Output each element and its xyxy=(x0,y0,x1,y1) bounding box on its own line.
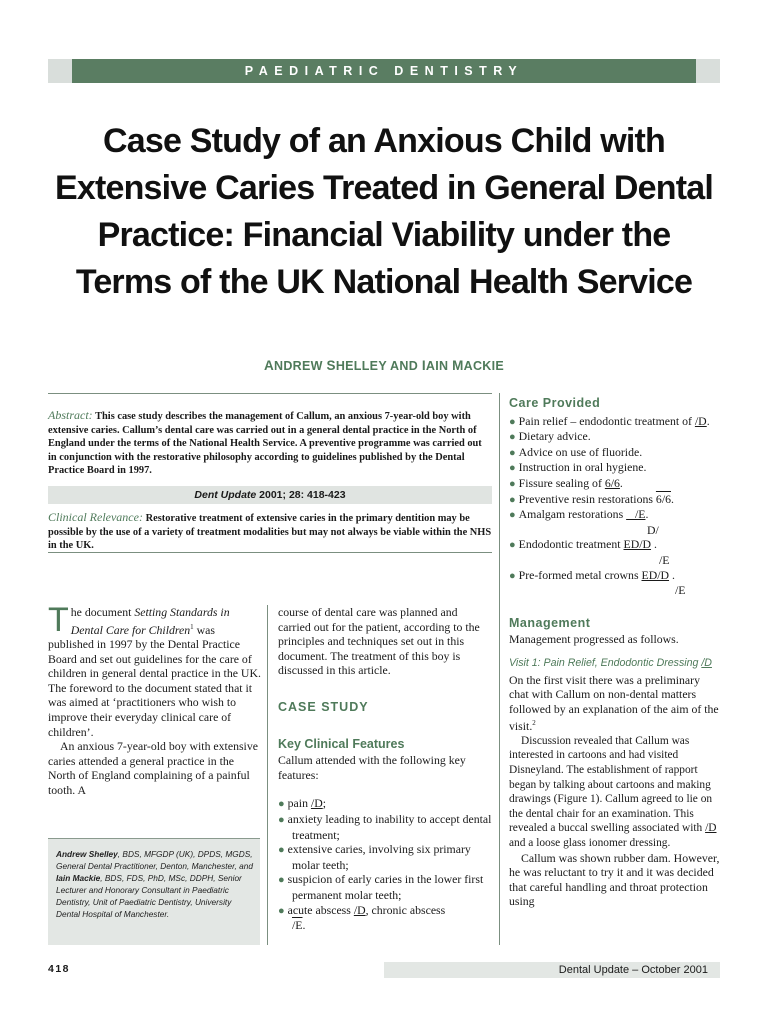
text-run: On the first visit there was a preliminary chat with Callum on non-dental matters followed by an explanation of the aim of the visit. xyxy=(509,672,719,734)
list-item xyxy=(509,492,721,508)
text-run: and a loose glass ionomer dressing. xyxy=(509,836,671,849)
body-paragraph xyxy=(509,734,721,851)
bullet-icon: ● xyxy=(509,431,516,444)
bullet-icon: ● xyxy=(509,493,516,506)
list-item xyxy=(509,445,721,461)
body-paragraph xyxy=(509,673,721,734)
tooth-notation: /D xyxy=(705,822,717,835)
abstract-top-rule xyxy=(48,393,492,394)
text-run: Endodontic treatment xyxy=(518,537,624,552)
citation-bar xyxy=(48,486,492,504)
article-title: Case Study of an Anxious Child with Extensive Caries Treated in General Dental Practice: Financial Viability under the Terms of the UK National Health Service xyxy=(54,122,714,301)
tooth-notation: /D xyxy=(694,413,707,428)
text-run: . xyxy=(671,491,674,506)
subsection-heading: Care Provided xyxy=(509,396,601,410)
author-bio xyxy=(56,848,256,920)
text-run: suspicion of early caries in the lower first permanent molar teeth; xyxy=(287,872,484,902)
author-initial: I xyxy=(421,358,426,373)
text-run: . xyxy=(645,507,649,522)
bullet-icon: ● xyxy=(509,446,516,459)
text-run: pain xyxy=(287,796,311,811)
text-run: extensive caries, involving six primary molar teeth; xyxy=(287,842,471,872)
reference-mark: 1 xyxy=(190,622,194,631)
text-run: anxiety leading to inability to accept dental treatment; xyxy=(287,811,492,842)
body-paragraph: An anxious 7-year-old boy with extensive caries attended a general practice in the North of England complaining of a painful tooth. A xyxy=(48,739,258,798)
text-run: Preventive resin restorations xyxy=(518,491,656,506)
text-run: , chronic abscess xyxy=(365,902,446,917)
author-initial: A xyxy=(263,358,275,373)
relevance-text: Restorative treatment of extensive caries in the primary dentition may be possible by the use of a variety of treatment modalities but may not always be viable within the NHS in the UK. xyxy=(48,513,492,552)
author-name-part: ACKIE xyxy=(463,359,505,373)
list-item xyxy=(509,568,721,584)
text-run: Discussion revealed that Callum was interested in cartoons and had visited Disneyland. The establishment of rapport began by talking about cartoons and making drawings (Figure 1). Callum agreed to lie on the dental chair for an examination. This revealed a buccal swelling associated with xyxy=(509,734,713,835)
citation-journal: Dent Update xyxy=(194,489,257,501)
text-run: he document xyxy=(70,605,135,619)
author-initial: S xyxy=(326,358,336,373)
body-column-1 xyxy=(48,601,261,798)
section-heading: CASE STUDY xyxy=(278,699,369,714)
body-paragraph: Management progressed as follows. xyxy=(509,632,679,647)
tooth-notation: 6/6 xyxy=(604,475,620,490)
list-item xyxy=(278,872,492,902)
bio-author-name: Iain Mackie xyxy=(56,873,101,883)
column-rule xyxy=(499,393,500,945)
bio-author-name: Andrew Shelley xyxy=(56,849,118,859)
tooth-notation: ED/D xyxy=(641,567,670,582)
text-run: Instruction in oral hygiene. xyxy=(518,460,647,475)
tooth-notation: /D xyxy=(310,796,323,811)
list-item xyxy=(509,414,721,430)
abstract-text: This case study describes the management of Callum, an anxious 7-year-old boy with extensive caries. Callum’s dental care was carried out in a general dental practice in the North of England under the terms of the National Health Service. A preventive programme was carried out in conjunction with the restorative philosophy according to guidelines published by the Dental Practice Board in 1997. xyxy=(48,411,482,477)
footer-journal: Dental Update – October 2001 xyxy=(384,962,720,978)
relevance-label: Clinical Relevance: xyxy=(48,510,143,524)
body-paragraph: Callum attended with the following key features: xyxy=(278,753,466,782)
list-item xyxy=(509,476,721,492)
header-left-block xyxy=(48,59,72,83)
abstract xyxy=(48,409,492,478)
bio-text: , BDS, MFGDP (UK), DPDS, MGDS, General Dental Practitioner, Denton, Manchester, and xyxy=(56,849,253,871)
text-run: acute abscess xyxy=(287,902,354,917)
tooth-notation: ED/D xyxy=(623,537,652,552)
subsection-heading: Management xyxy=(509,615,591,630)
notation-below: /E xyxy=(659,552,670,567)
text-run: Fissure sealing of xyxy=(518,475,605,490)
bullet-icon: ● xyxy=(278,798,285,811)
bullet-icon: ● xyxy=(278,813,285,826)
text-run: Advice on use of fluoride. xyxy=(518,444,643,459)
article-authors xyxy=(0,358,768,373)
list-item xyxy=(509,460,721,476)
text-run: ; xyxy=(322,796,327,811)
header-right-block xyxy=(696,59,720,83)
bullet-icon: ● xyxy=(509,477,516,490)
tooth-notation: /D xyxy=(353,902,366,917)
tooth-notation: 6/6 xyxy=(655,491,671,506)
list-item xyxy=(278,842,492,872)
text-run: Pain relief – endodontic treatment of xyxy=(518,413,692,428)
drop-cap: T xyxy=(48,601,69,639)
body-paragraph: course of dental care was planned and carried out for the patient, according to the principles and techniques set out in this document. The treatment of this boy is discussed in this article. xyxy=(278,605,480,678)
text-run: . xyxy=(669,567,675,582)
text-run: . xyxy=(706,413,710,428)
clinical-relevance xyxy=(48,511,492,553)
bullet-icon: ● xyxy=(509,462,516,475)
text-run: was published in 1997 by the Dental Practice Board and set out guidelines for the care of children in general dental practice in the UK. The foreword to the document stated that it was aimed at ‘practitioners who wish to improve their everyday clinical care of children’. xyxy=(48,622,261,739)
author-name-part: NDREW xyxy=(274,359,327,373)
subsection-heading: Key Clinical Features xyxy=(278,736,405,751)
text-run: Visit 1: Pain Relief, Endodontic Dressing xyxy=(509,656,702,669)
tooth-notation: /E xyxy=(292,918,303,933)
body-column-2 xyxy=(278,605,492,933)
body-column-3 xyxy=(509,396,721,909)
reference-mark: 2 xyxy=(532,719,536,728)
tooth-notation: /D xyxy=(701,656,712,669)
bullet-icon: ● xyxy=(278,874,285,887)
feature-list xyxy=(278,796,492,932)
tooth-notation: /E xyxy=(626,507,646,522)
citation-details: 2001; 28: 418-423 xyxy=(256,489,346,501)
list-item xyxy=(509,429,721,445)
page-number: 418 xyxy=(48,963,71,975)
list-item xyxy=(509,507,721,523)
bullet-icon: ● xyxy=(509,509,516,522)
text-run: . xyxy=(651,537,657,552)
text-run: Dietary advice. xyxy=(518,429,591,444)
author-name-part: HELLEY xyxy=(335,359,387,373)
care-list xyxy=(509,414,721,598)
column-rule xyxy=(267,605,268,945)
notation-below: /E xyxy=(675,583,686,598)
section-header: PAEDIATRIC DENTISTRY xyxy=(72,59,696,83)
list-item xyxy=(509,537,721,553)
list-item xyxy=(278,903,492,933)
text-run: . xyxy=(619,475,623,490)
visit-heading xyxy=(509,656,721,671)
intro-paragraph xyxy=(48,601,261,739)
abstract-label: Abstract: xyxy=(48,408,93,422)
bullet-icon: ● xyxy=(278,844,285,857)
author-name-part: AIN xyxy=(425,359,453,373)
bio-text: , BDS, FDS, PhD, MSc, DDPH, Senior Lecturer and Honorary Consultant in Paediatric Dentistry, Unit of Paediatric Dentistry, University Dental Hospital of Manchester. xyxy=(56,873,242,919)
bullet-icon: ● xyxy=(509,415,516,428)
author-conjunction: AND xyxy=(386,359,422,373)
author-initial: M xyxy=(452,358,464,373)
text-run: Amalgam restorations xyxy=(518,507,627,522)
bullet-icon: ● xyxy=(509,539,516,552)
text-run: . xyxy=(302,918,306,933)
text-run: Pre-formed metal crowns xyxy=(518,567,642,582)
bullet-icon: ● xyxy=(509,569,516,582)
bullet-icon: ● xyxy=(278,904,285,917)
body-paragraph: Callum was shown rubber dam. However, he was reluctant to try it and it was decided that careful handling and throat protection using xyxy=(509,850,720,909)
list-item xyxy=(278,812,492,842)
notation-below: D/ xyxy=(647,522,659,537)
list-item xyxy=(278,796,492,812)
document-title: Setting Standards in Dental Care for Children xyxy=(70,605,230,637)
